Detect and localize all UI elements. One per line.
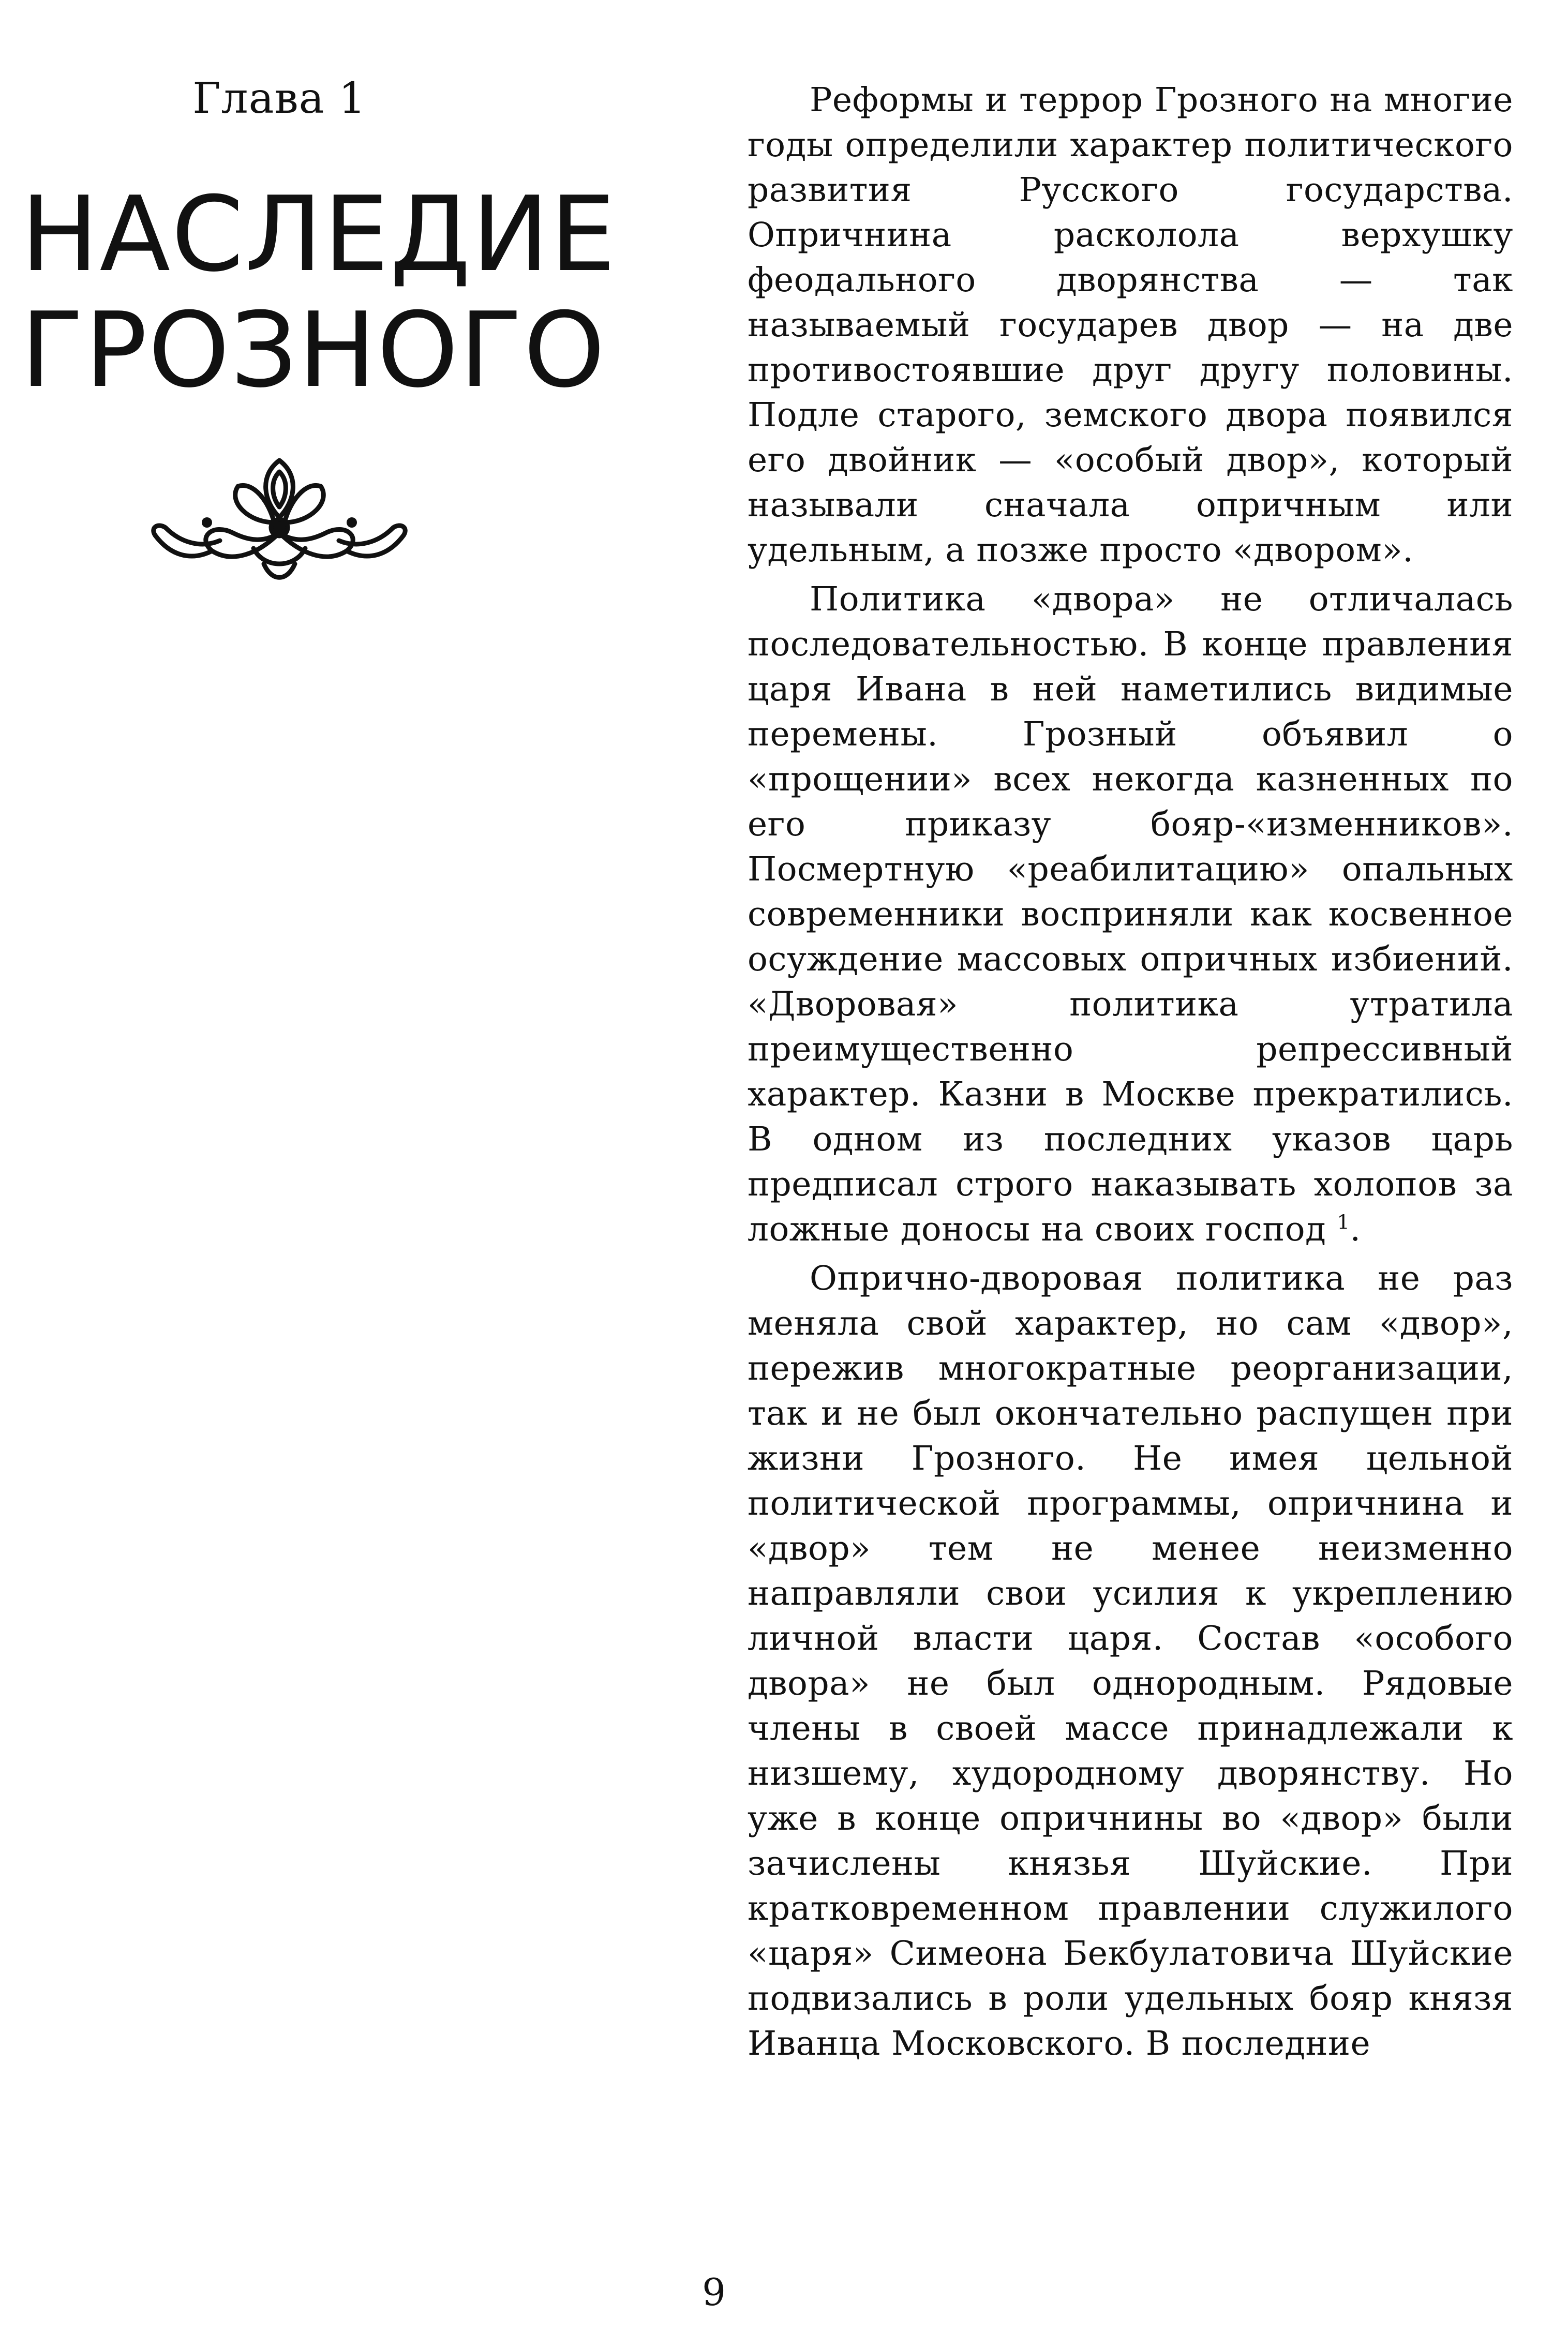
chapter-title-line-1: НАСЛЕДИЕ [21,174,617,295]
body-text-column [748,78,1513,2070]
chapter-heading-block [21,74,617,600]
paragraph-1: Реформы и террор Грозного на многие годы определили характер политического развития Русского государства. Опричнина расколола верхушку феодального дворянства — так называемый государев двор — на две противостоявшие друг другу половины. Подле старого, земского двора появился его двойник — «особый двор», который называли сначала опричным или удельным, а позже просто «двором». [748,81,1513,570]
page-number: 9 [702,2270,726,2314]
chapter-title [21,174,617,411]
chapter-title-line-2: ГРОЗНОГО [21,290,606,411]
paragraph-2 [748,577,1513,1252]
paragraph-2-text: Политика «двора» не отличалась последовательностью. В конце правления царя Ивана в ней наметились видимые перемены. Грозный объявил о «прощении» всех некогда казненных по его приказу бояр-«изменников». Посмертную «реабилитацию» опальных современники восприняли как косвенное осуждение массовых опричных избиений. «Дворовая» политика утратила преимущественно репрессивный характер. Казни в Москве прекратились. В одном из последних указов царь предписал строго наказывать холопов за ложные доносы на своих господ [748,580,1513,1249]
chapter-label: Глава 1 [192,74,366,123]
footnote-mark: 1 [1337,1210,1350,1234]
paragraph-2-end: . [1350,1210,1361,1249]
paragraph-3: Опричнo-дворовая политика не раз меняла свой характер, но сам «двор», пережив многократные реорганизации, так и не был окончательно распущен при жизни Грозного. Не имея цельной политической программы, опричнина и «двор» тем не менее неизменно направляли свои усилия к укреплению личной власти царя. Состав «особого двора» не был однородным. Рядовые члены в своей массе принадлежали к низшему, худородному дворянству. Но уже в конце опричнины во «двор» были зачислены князья Шуйские. При кратковременном правлении служилого «царя» Симеона Бекбулатовича Шуйские подвизались в роли удельных бояр князя Иванца Московского. В последние [748,1259,1513,2063]
floral-ornament-icon [135,445,424,600]
